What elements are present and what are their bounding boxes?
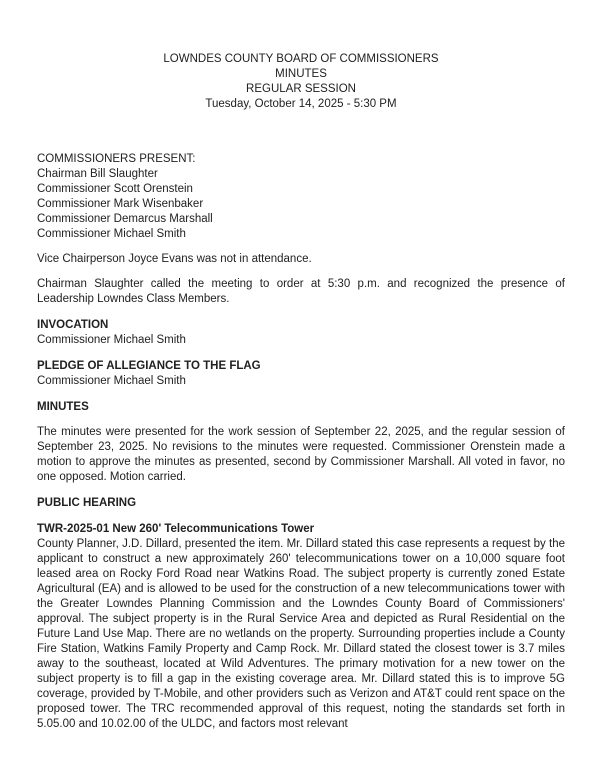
org-title: LOWNDES COUNTY BOARD OF COMMISSIONERS	[163, 53, 439, 65]
minutes-heading: MINUTES	[37, 401, 89, 413]
meeting-datetime: Tuesday, October 14, 2025 - 5:30 PM	[205, 98, 397, 110]
invocation-section	[37, 318, 565, 348]
session-title: REGULAR SESSION	[246, 83, 356, 95]
twr-item-heading: TWR-2025-01 New 260' Telecommunications Tower	[37, 523, 315, 535]
commissioner-name: Commissioner Michael Smith	[37, 228, 186, 240]
twr-item-paragraph: County Planner, J.D. Dillard, presented the item. Mr. Dillard stated this case represents a request by the applicant to construct a new approximately 260' telecommunications tower on a 10,000 square foot leased area on Rocky Ford Road near Watkins Road. The subject property is currently zoned Estate Agricultural (EA) and is allowed to be used for the construction of a new telecommunications tower with the Greater Lowndes Planning Commission and the Lowndes County Board of Commissioners' approval. The subject property is in the Rural Service Area and depicted as Rural Residential on the Future Land Use Map. There are no wetlands on the property. Surrounding properties include a County Fire Station, Watkins Family Property and Camp Rock. Mr. Dillard stated the closest tower is 3.7 miles away to the southeast, located at Wild Adventures. The primary motivation for a new tower on the subject property is to fill a gap in the existing coverage area. Mr. Dillard stated this is to improve 5G coverage, provided by T-Mobile, and other providers such as Verizon and AT&T could rent space on the proposed tower. The TRC recommended approval of this request, noting the standards set forth in 5.05.00 and 10.02.00 of the ULDC, and factors most relevant	[37, 538, 565, 730]
absence-note: Vice Chairperson Joyce Evans was not in attendance.	[37, 253, 312, 265]
commissioner-name: Chairman Bill Slaughter	[37, 168, 158, 180]
doc-type-title: MINUTES	[275, 68, 327, 80]
pledge-section	[37, 359, 565, 389]
document-header	[37, 52, 565, 112]
invocation-heading: INVOCATION	[37, 319, 109, 331]
public-hearing-heading: PUBLIC HEARING	[37, 497, 137, 509]
call-to-order-paragraph: Chairman Slaughter called the meeting to order at 5:30 p.m. and recognized the presence of Leadership Lowndes Class Members.	[37, 278, 565, 305]
pledge-heading: PLEDGE OF ALLEGIANCE TO THE FLAG	[37, 360, 261, 372]
commissioner-name: Commissioner Demarcus Marshall	[37, 213, 213, 225]
commissioner-name: Commissioner Mark Wisenbaker	[37, 198, 204, 210]
commissioner-name: Commissioner Scott Orenstein	[37, 183, 193, 195]
commissioners-present-label: COMMISSIONERS PRESENT:	[37, 153, 196, 165]
minutes-paragraph: The minutes were presented for the work session of September 22, 2025, and the regular session of September 23, 2025. No revisions to the minutes were requested. Commissioner Orenstein made a motion to approve the minutes as presented, second by Commissioner Marshall. All voted in favor, no one opposed. Motion carried.	[37, 426, 565, 483]
public-hearing-section	[37, 496, 565, 732]
attendance-section	[37, 152, 565, 242]
invocation-body: Commissioner Michael Smith	[37, 334, 186, 346]
minutes-section	[37, 400, 565, 485]
pledge-body: Commissioner Michael Smith	[37, 375, 186, 387]
